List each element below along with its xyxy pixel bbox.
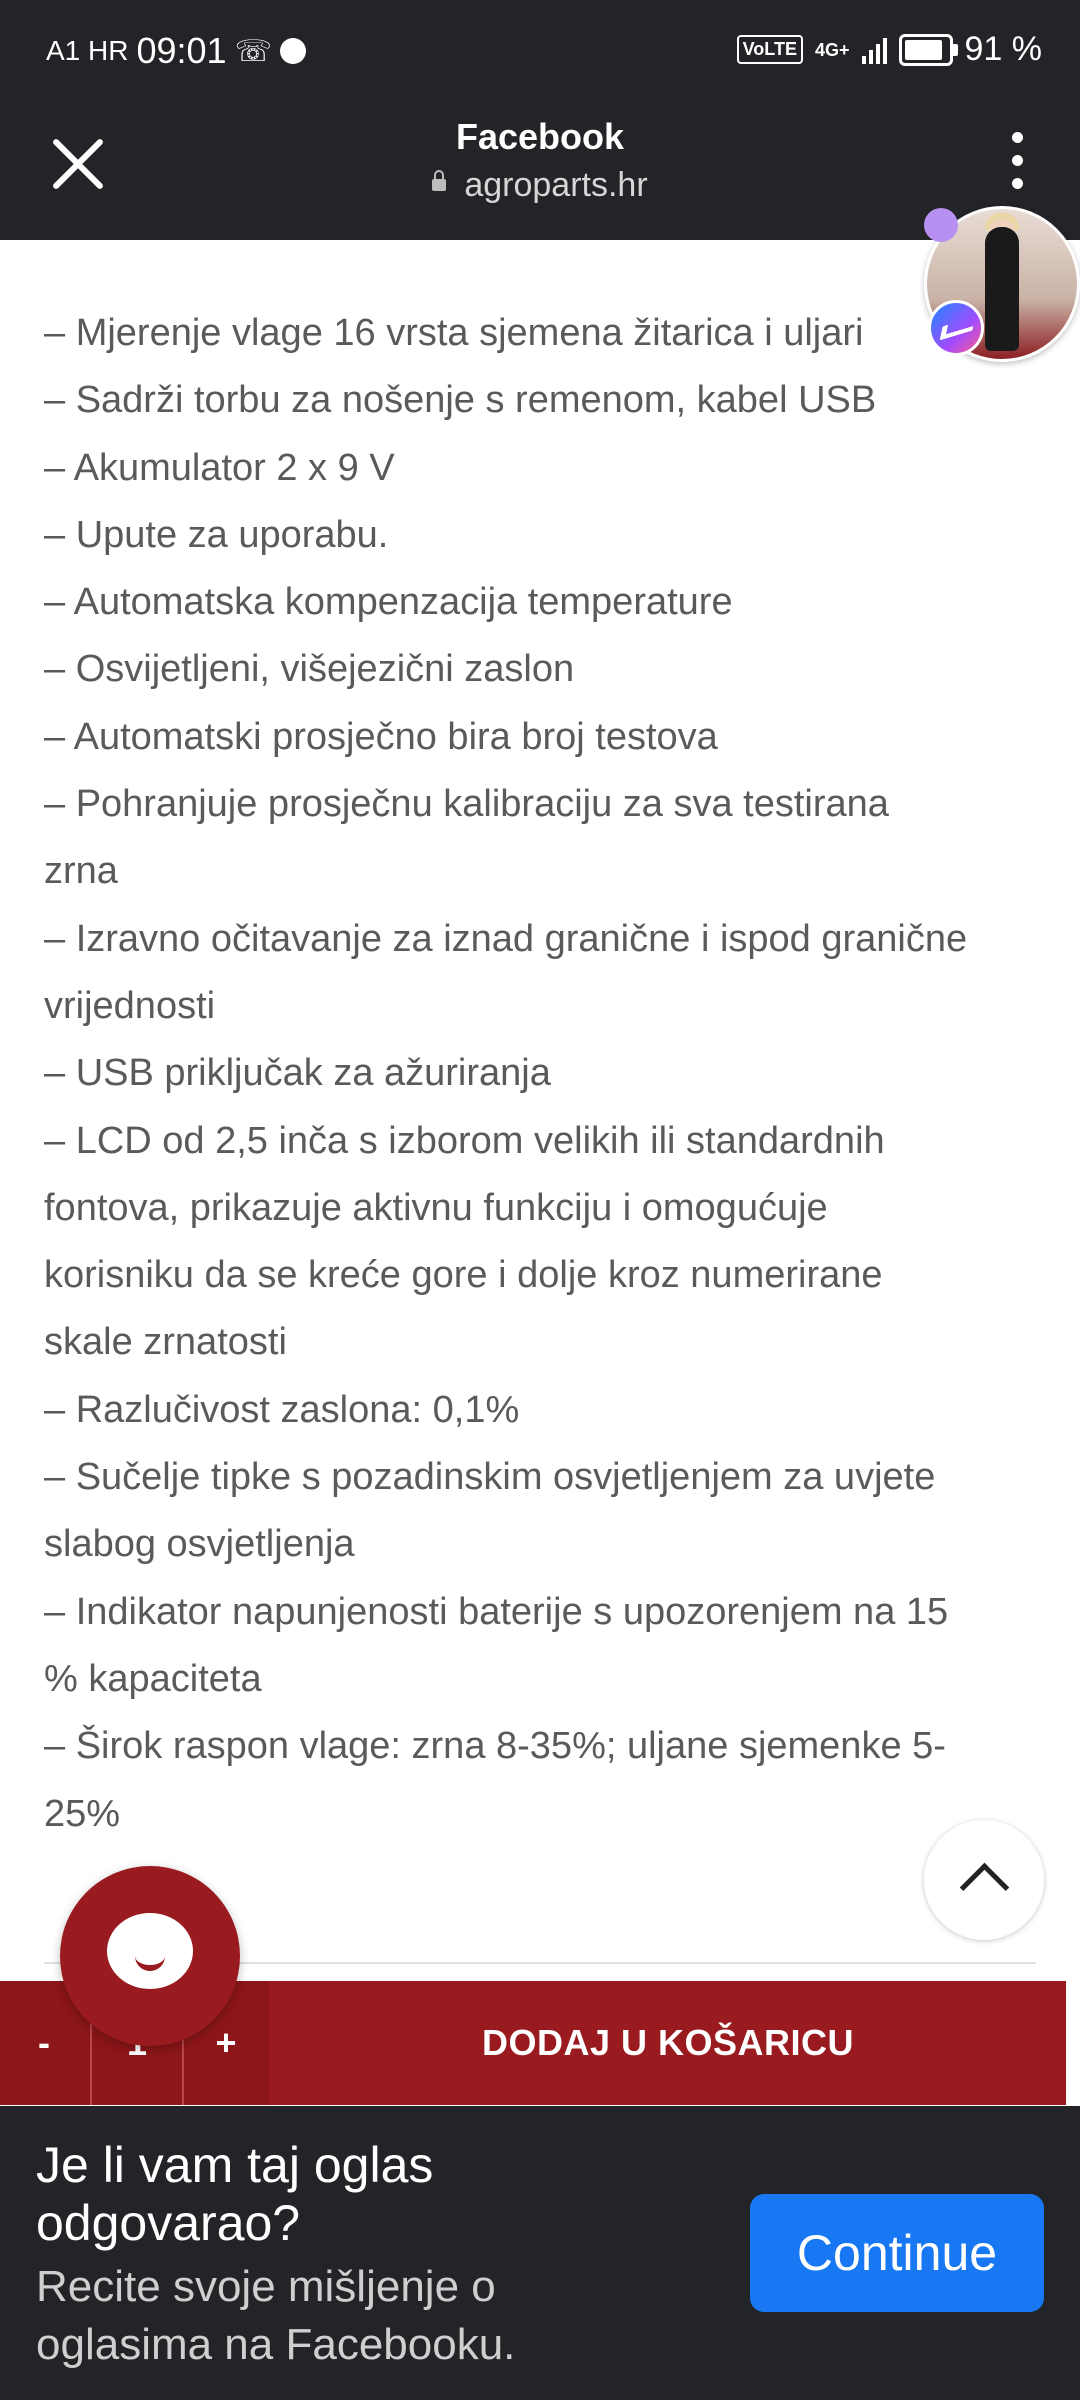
chat-head-badge [924,208,958,242]
status-left [46,30,306,72]
description-line: – LCD od 2,5 inča s izborom velikih ili standardnih [44,1119,885,1162]
volte-icon: VoLTE [737,35,803,64]
description-line: – Širok raspon vlage: zrna 8-35%; uljane sjemenke 5- [44,1725,946,1768]
battery-percent: 91 % [964,30,1042,68]
ad-feedback-title: Je li vam taj oglas odgovarao? [36,2137,434,2251]
ad-feedback-panel [0,2106,1080,2400]
product-description [44,300,1034,1848]
quantity-decrease-button[interactable]: - [38,2022,50,2063]
live-chat-button[interactable] [60,1866,240,2046]
signal-icon [862,36,887,64]
scroll-to-top-button[interactable] [924,1820,1044,1940]
in-app-browser-header [0,104,1080,240]
network-type: 4G+ [814,39,850,60]
description-line: korisniku da se kreće gore i dolje kroz numerirane [44,1254,883,1297]
lock-icon [432,179,446,191]
avatar-figure [985,227,1019,351]
clock: 09:01 [136,30,227,71]
carrier-label: A1 HR [46,35,129,66]
status-right [737,30,1042,69]
description-line: – Pohranjuje prosječnu kalibraciju za sva testirana [44,783,889,826]
more-options-icon[interactable] [1012,132,1024,196]
description-line: – Akumulator 2 x 9 V [44,446,395,489]
description-line: – Automatski prosječno bira broj testova [44,715,718,758]
description-line: – Indikator napunjenosti baterije s upozorenjem na 15 [44,1590,949,1633]
description-line: 25% [44,1792,121,1835]
chat-icon [107,1913,193,1993]
description-line: skale zrnatosti [44,1321,287,1364]
browser-url [0,166,1080,205]
description-line: fontova, prikazuje aktivnu funkciju i omogućuje [44,1186,828,1229]
battery-icon [899,34,953,66]
description-line: – Sadrži torbu za nošenje s remenom, kabel USB [44,379,877,422]
description-line: – Automatska kompenzacija temperature [44,581,733,624]
description-line: – Mjerenje vlage 16 vrsta sjemena žitarica i uljari [44,312,864,354]
description-line: – USB priključak za ažuriranja [44,1052,551,1095]
url-text: agroparts.hr [464,166,648,204]
description-line: % kapaciteta [44,1657,262,1700]
missed-call-icon: ☏ [234,34,273,68]
description-line: – Osvijetljeni, višejezični zaslon [44,648,575,691]
description-line: – Izravno očitavanje za iznad granične i ispod granične [44,917,968,960]
messenger-icon [928,300,984,356]
description-line: – Upute za uporabu. [44,513,389,556]
add-to-cart-button[interactable]: DODAJ U KOŠARICU [481,2022,855,2063]
status-bar [0,0,1080,104]
description-line: slabog osvjetljenja [44,1523,355,1566]
browser-title: Facebook [455,116,625,157]
continue-button[interactable]: Continue [750,2194,1044,2312]
description-line: – Sučelje tipke s pozadinskim osvjetljenjem za uvjete [44,1456,936,1499]
messenger-notification-icon [280,38,306,64]
chevron-up-icon [960,1863,1009,1912]
description-line: vrijednosti [44,984,216,1027]
description-line: – Razlučivost zaslona: 0,1% [44,1388,520,1431]
ad-feedback-subtitle: Recite svoje mišljenje o oglasima na Facebooku. [36,2262,516,2369]
quantity-increase-button[interactable]: + [215,2022,237,2063]
description-line: zrna [44,850,118,893]
